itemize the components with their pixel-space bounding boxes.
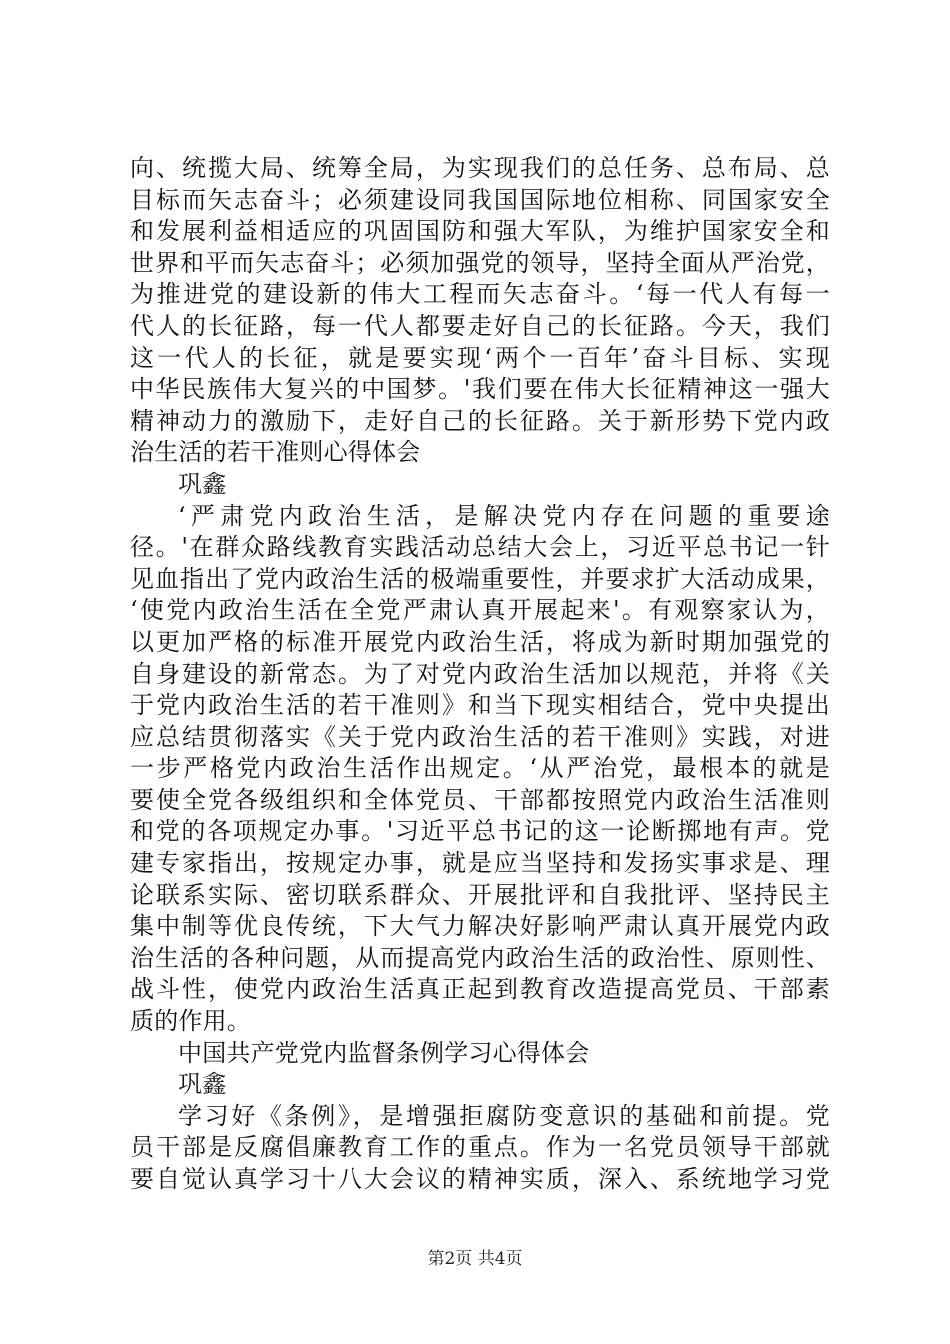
text-line: 应总结贯彻落实《关于党内政治生活的若干准则》实践，对进: [130, 722, 830, 751]
text-line: 学习好《条例》，是增强拒腐防变意识的基础和前提。党: [178, 1101, 830, 1130]
document-body: [130, 153, 830, 1196]
text-line: 径。'在群众路线教育实践活动总结大会上，习近平总书记一针: [130, 533, 830, 562]
text-line: 以更加严格的标准开展党内政治生活，将成为新时期加强党的: [130, 627, 830, 656]
text-line: 自身建设的新常态。为了对党内政治生活加以规范，并将《关: [130, 659, 830, 688]
text-line: ‘使党内政治生活在全党严肃认真开展起来'。有观察家认为，: [130, 596, 830, 625]
text-line: 和发展利益相适应的巩固国防和强大军队，为维护国家安全和: [130, 217, 830, 246]
text-line: 质的作用。: [130, 1007, 251, 1036]
text-line: 代人的长征路，每一代人都要走好自己的长征路。今天，我们: [130, 311, 830, 340]
text-line: 治生活的各种问题，从而提高党内政治生活的政治性、原则性、: [130, 943, 830, 972]
text-line: 世界和平而矢志奋斗；必须加强党的领导，坚持全面从严治党，: [130, 248, 830, 277]
text-line: 战斗性，使党内政治生活真正起到教育改造提高党员、干部素: [130, 975, 830, 1004]
text-line: 要自觉认真学习十八大会议的精神实质，深入、系统地学习党: [130, 1165, 830, 1193]
author-line: 巩鑫: [178, 469, 227, 498]
text-line: 于党内政治生活的若干准则》和当下现实相结合，党中央提出: [130, 691, 830, 720]
text-line: 中华民族伟大复兴的中国梦。'我们要在伟大长征精神这一强大: [130, 375, 830, 404]
text-line: 这一代人的长征，就是要实现‘两个一百年’奋斗目标、实现: [130, 343, 830, 372]
page-footer: 第2页 共4页: [427, 1249, 523, 1269]
text-line: 建专家指出，按规定办事，就是应当坚持和发扬实事求是、理: [130, 849, 830, 878]
text-line: 为推进党的建设新的伟大工程而矢志奋斗。‘每一代人有每一: [130, 280, 830, 309]
text-line: 精神动力的激励下，走好自己的长征路。关于新形势下党内政: [130, 406, 830, 435]
text-line: 论联系实际、密切联系群众、开展批评和自我批评、坚持民主: [130, 880, 830, 909]
text-line: ‘严肃党内政治生活，是解决党内存在问题的重要途: [178, 501, 830, 530]
text-line-heading-2: 中国共产党党内监督条例学习心得体会: [178, 1038, 590, 1067]
text-line: 目标而矢志奋斗；必须建设同我国国际地位相称、同国家安全: [130, 185, 830, 214]
text-line: 要使全党各级组织和全体党员、干部都按照党内政治生活准则: [130, 785, 830, 814]
text-line: 向、统揽大局、统筹全局，为实现我们的总任务、总布局、总: [130, 154, 830, 182]
text-line-heading-1: 治生活的若干准则心得体会: [130, 438, 421, 467]
text-line: 见血指出了党内政治生活的极端重要性，并要求扩大活动成果，: [130, 564, 830, 593]
text-line: 一步严格党内政治生活作出规定。‘从严治党，最根本的就是: [130, 754, 830, 783]
text-line: 和党的各项规定办事。'习近平总书记的这一论断掷地有声。党: [130, 817, 830, 846]
text-line: 集中制等优良传统，下大气力解决好影响严肃认真开展党内政: [130, 912, 830, 941]
author-line: 巩鑫: [178, 1070, 227, 1099]
text-line: 员干部是反腐倡廉教育工作的重点。作为一名党员领导干部就: [130, 1133, 830, 1162]
